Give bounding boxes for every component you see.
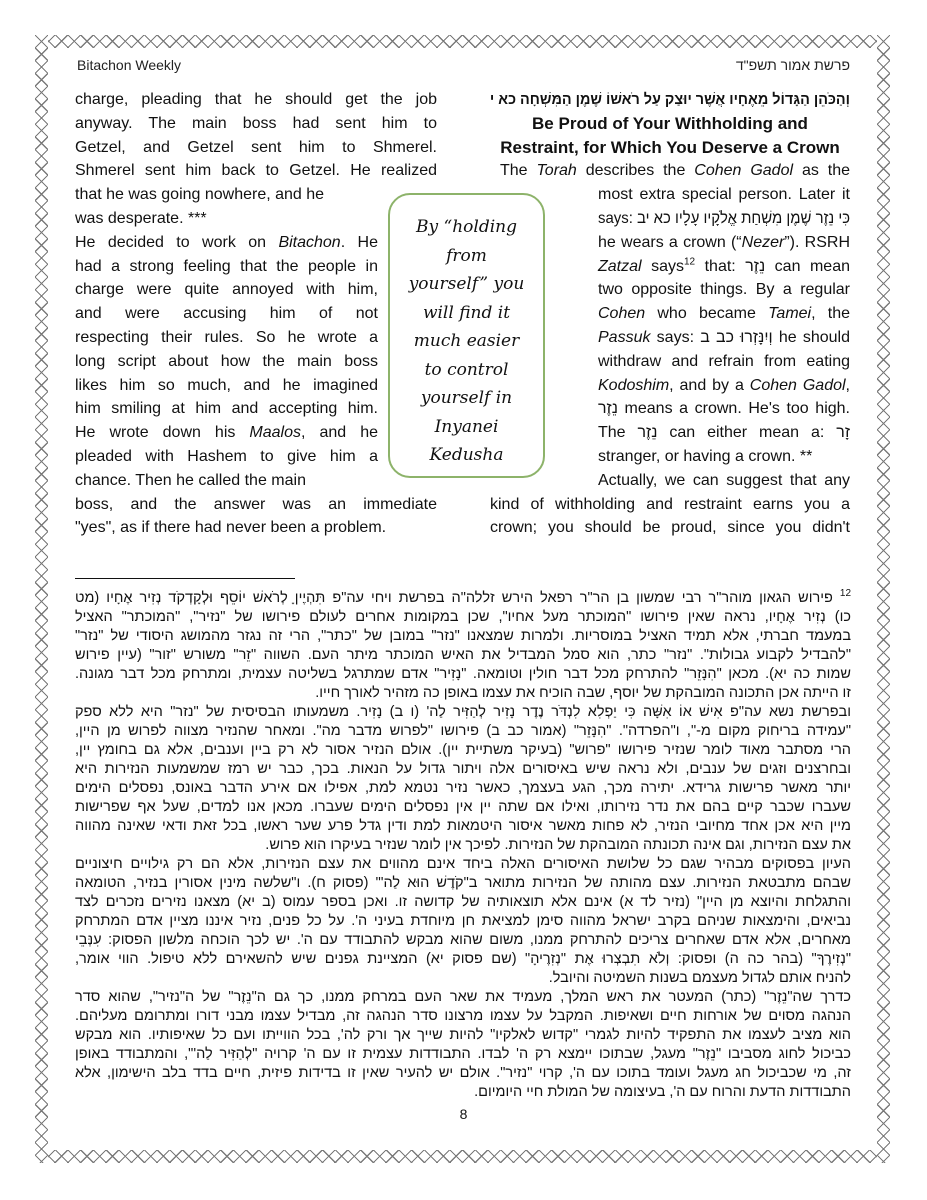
text-line xyxy=(598,302,850,326)
footnote-text: במעמד חברתי, אלא תמיד האציל במוסריות. ולמרות שמצאנו "נזר" במובן של "כתר", הרי זה נגזר מהמושג היסודי של "נזר" xyxy=(75,628,851,644)
footnote-text: שעברו שכבר קיים בהם את נדר נזירותו, ואילו אם שתה יין אין נפסלים הימים שעברו. מכאן אנו למדים, שעל אף שפרישות xyxy=(75,799,851,815)
text-segment: withdraw and refrain from eating xyxy=(598,352,850,370)
text-line xyxy=(490,516,850,540)
pull-quote-line: much easier xyxy=(413,331,520,351)
text-segment: long script about how the main boss xyxy=(75,352,378,370)
text-segment: The xyxy=(598,424,638,442)
text-segment: , and by a xyxy=(669,376,750,394)
text-segment: was desperate. *** xyxy=(75,209,207,227)
footnote-line xyxy=(75,1007,851,1026)
text-line xyxy=(598,445,850,469)
footnote-line xyxy=(75,969,851,988)
text-segment: him smiling at him and accepting him. xyxy=(75,400,378,418)
text-segment: כִּי נֵזֶר שֶׁמֶן מִשְׁחַת אֱלֹקָיו עָלָיו כא יב xyxy=(637,209,851,227)
text-segment: He wrote down his xyxy=(75,424,250,442)
text-line xyxy=(598,350,850,374)
text-segment: as the xyxy=(793,162,851,180)
text-segment: נֵזֶר xyxy=(598,400,618,418)
footnote-text: נביאים, והימצאות שניהם בקרב ישראל מהווה סימן למציאת חן מיוחדת בעיני ה'. על כל פנים, נזיר איננו מציין אדם המתרחק xyxy=(75,913,851,929)
text-segment: that: xyxy=(695,257,746,275)
footnote-text: שמות כה יא). מכאן "הִנָּזֵר" להתרחק מכל דבר חולין וטומאה. "נָזִיר" אדם שמתרגל בשליטה עצמית, ומתרחק מכל דבר מגונה. xyxy=(75,666,851,682)
footnote-line xyxy=(75,646,851,665)
page-border-top xyxy=(35,35,890,48)
footnote-text: הנהגה מסוים של אורחות חיים ושאיפות. המקבל על עצמו מרצונו סדר הנהגה זה, מבדיל עצמו מבני דורו ומתרומם מעליהם. xyxy=(75,1008,851,1024)
text-line xyxy=(75,469,378,493)
footnote-line xyxy=(75,950,851,969)
footnote-text: פירוש הגאון מוהר"ר רבי שמשון בן הר"ר רפאל הירש זללה"ה בפרשת ויחי עה"פ תִּהְיֶיןָ לְרֹאשׁ יוֹסֵף וּלְקָדְקֹד נְזִיר אֶחָיו (מט xyxy=(75,590,833,606)
pull-quote-line: Inyanei xyxy=(434,416,499,437)
footnote-text: "עמידה בריחוק מקום מ-", ו"הפרדה". "הִנָּזֵר" (אמור כב ב) פירושו "לפרוש מדבר מה". ומאחר שהנזיר מצווה לפרוש מן היין, xyxy=(75,723,851,739)
text-line xyxy=(75,278,378,302)
text-segment: he should xyxy=(772,328,851,346)
text-segment: Passuk xyxy=(598,328,651,346)
text-line xyxy=(598,469,850,493)
footnote-number: 12 xyxy=(839,588,852,600)
text-segment: Cohen xyxy=(598,305,646,323)
text-line xyxy=(598,183,850,207)
text-line xyxy=(598,374,850,398)
pull-quote-line: yourself in xyxy=(420,388,513,408)
text-segment: likes him so much, and he imagined xyxy=(75,376,378,394)
text-line xyxy=(75,421,378,445)
footnote-line xyxy=(75,931,851,950)
text-segment: two opposite things. By a regular xyxy=(598,281,850,299)
footnote-ref[interactable]: 12 xyxy=(683,256,696,268)
text-segment: says: xyxy=(598,209,638,227)
footnote-line xyxy=(75,608,851,627)
footnote-text: מאחרים, אלא אדם שאחרים צריכים להתרחק ממנו, משום שהוא מבקש להתבודד עם ה'. יש לכך הוכחה מלשון הפסוק: עִנְּבֵי xyxy=(75,932,851,948)
footnote-line xyxy=(75,817,851,836)
text-segment: Getzel, and Getzel sent him to Shmerel. xyxy=(75,138,437,156)
text-segment: kind of withholding and restraint earns you a xyxy=(490,495,850,513)
text-line xyxy=(490,159,850,183)
text-line xyxy=(490,493,850,517)
text-segment: זָר xyxy=(836,424,850,442)
footnote-text: והתגלחת והיוצא מן היין" (נזיר לד א) אינם אלא תוצאותיה של קדושה זו. ואכן בספר עמוס (ב יא) מצאנו נזירים נזכרים לצד xyxy=(75,894,851,910)
footnote-text: כדרך שה"נֵזֶר" (כתר) המעטר את ראש המלך, מעמיד את שאר העם במרחק ממנו, כך גם ה"נֵזֶר" של ה"נזיר", שהוא סדר xyxy=(75,989,851,1005)
pull-quote-line: Kedusha xyxy=(429,445,504,465)
left-column xyxy=(75,88,437,540)
text-segment: boss, and the answer was an immediate xyxy=(75,495,437,513)
text-segment: pleaded with Hashem to give him a xyxy=(75,447,378,465)
text-line xyxy=(598,326,850,350)
footnote-line xyxy=(75,665,851,684)
footnote-text: להניח אותם לגדול מעצמם בשנות השמיטה והיובל. xyxy=(548,970,851,986)
pull-quote-line: from xyxy=(446,245,487,266)
footnote-line xyxy=(75,874,851,893)
text-segment: Restraint, for Which You Deserve a Crown xyxy=(500,137,840,157)
article-title-line xyxy=(490,136,850,160)
page-border-right xyxy=(877,35,890,1163)
text-segment: who became xyxy=(645,305,769,323)
text-segment: Torah xyxy=(536,162,577,180)
footnote-line xyxy=(75,1045,851,1064)
text-line xyxy=(75,112,437,136)
footnote-line xyxy=(75,798,851,817)
text-line xyxy=(75,231,378,255)
footnote-text: שבהם מתבטאת הנזירות. עצם מהותה של הנזירות מתואר ב"קֹדֶשׁ הוּא לַה'" (פסוק ח). ו"שלשה מינין אסורין בנזיר, הטומאה xyxy=(75,875,851,891)
text-segment: and were accusing him of not xyxy=(75,305,378,323)
footnote-text: כביכול לחוג מסביבו "נֵזֶר" מעגל, שבתוכו יימצא רק ה' לבדו. התבודדות עצמית זו עם ה' קרויה "לְהַזִּיר לַה'", והמתבודד באופן xyxy=(75,1046,851,1062)
text-line xyxy=(598,421,850,445)
page-border-bottom xyxy=(35,1150,890,1163)
text-segment: most extra special person. Later it xyxy=(598,186,850,204)
footnote-text: יותר מאשר פרישות גרידא. יתירה מכך, הגע בעצמך, כאשר נזיר נטמא למת, אפילו אם אירע הדבר באונס, נפסלים הימים xyxy=(75,780,851,796)
text-line xyxy=(598,207,850,231)
footnote-line xyxy=(75,1064,851,1083)
text-segment: says xyxy=(641,257,684,275)
text-segment: Actually, we can suggest that any xyxy=(598,471,850,489)
text-segment: , xyxy=(845,376,850,394)
text-line xyxy=(75,493,437,517)
text-line xyxy=(75,136,437,160)
text-segment: Tamei xyxy=(768,305,812,323)
footnote-text: "נְזִירֶךָ" (בהר כה ה) ופסוק: וְלֹא תִבְצְרוּ אֶת "נְזִרֶיהָ" (שם פסוק יא) המציינת גפנים שיש להשאירם ללא טיפול. הווי אומר, xyxy=(75,951,851,967)
footnote-line xyxy=(75,988,851,1007)
text-segment: Kodoshim xyxy=(598,376,670,394)
page-number: 8 xyxy=(459,1106,468,1122)
footnote-line xyxy=(75,722,851,741)
footnote-line xyxy=(75,627,851,646)
footnote-separator xyxy=(75,578,295,579)
page-border-left xyxy=(35,35,48,1163)
text-line xyxy=(75,88,437,112)
footnote-text: הוא מציב לעצמו את התפקיד להיות לגמרי "קדוש לאלקיו" להיות שייך אך ורק לה', בכל הווייתו ועם כל שאיפותיו. הוא מבקש xyxy=(75,1027,851,1043)
text-line xyxy=(75,445,378,469)
text-segment: Nezer xyxy=(741,233,785,251)
text-line xyxy=(75,350,378,374)
text-line xyxy=(598,397,850,421)
text-segment: had a strong feeling that the people in xyxy=(75,257,378,275)
verse-heading xyxy=(490,88,850,112)
footnote-text: מיין היא אכן אחד מחיובי הנזיר, לא פחות מאשר איסור היטמאות למת ודין גדל פרע שער ראשו, בכל זאת ודאי שאינה מהווה xyxy=(75,818,851,834)
footnote-text: זו הייתה אכן התכונה המובהקת של יוסף, שבה הוכיח את עצמו באופן כה מזהיר לאורך חייו. xyxy=(315,685,851,701)
footnote-text: ובחרצנים וזגים של ענבים, ולא נראה שיש באיסורים אלה ויתור גדול על הנאות. בכך, כבר יש רמז שמשמעות הנזירות היא xyxy=(75,761,851,777)
text-segment: he wears a crown (“ xyxy=(598,233,742,251)
text-line xyxy=(75,302,378,326)
text-segment: "yes", as if there had never been a problem. xyxy=(75,519,387,537)
text-segment: that he was going nowhere, and he xyxy=(75,186,325,204)
footnote-line xyxy=(75,684,851,703)
text-segment: וְיִנָּזְרוּ כב ב xyxy=(700,328,773,346)
text-segment: Be Proud of Your Withholding and xyxy=(532,113,808,133)
text-segment: Bitachon xyxy=(278,233,341,251)
text-line xyxy=(75,255,378,279)
text-segment: , and he xyxy=(301,424,379,442)
text-line xyxy=(75,516,437,540)
text-segment: וְהַכֹּהֵן הַגָּדוֹל מֵאֶחָיו אֲשֶׁר יוּצַק עַל רֹאשׁוֹ שֶׁמֶן הַמִּשְׁחָה כא י xyxy=(489,91,850,108)
footnote xyxy=(75,589,851,1102)
pull-quote-line: will find it xyxy=(422,302,511,323)
text-segment: Cohen Gadol xyxy=(749,376,846,394)
footnote-line xyxy=(75,741,851,760)
footnote-line xyxy=(75,703,851,722)
text-segment: chance. Then he called the main xyxy=(75,471,306,489)
footnote-line xyxy=(75,1083,851,1102)
text-segment: Cohen Gadol xyxy=(694,162,794,180)
footnote-line xyxy=(75,779,851,798)
footnote-text: העיון בפסוקים מבהיר שגם כל שלושת האיסורים האלה ביחד אינם מהווים את עצם הנזירות, אלא הם רק גילויים חיצוניים xyxy=(75,856,851,872)
footnote-line xyxy=(75,589,851,608)
text-segment: נֵזֶר xyxy=(745,257,766,275)
text-line xyxy=(598,278,850,302)
footnote-text: כו) נְזִיר אֶחָיו, נראה שאין פירושו "המוכתר מעל אחיו", שכן במקומות אחרים לעולם פירושו של "נזיר", "המוכתר" האציל xyxy=(75,609,851,625)
text-line xyxy=(75,183,378,207)
text-segment: . He xyxy=(340,233,379,251)
text-segment: can either mean a: xyxy=(657,424,837,442)
text-line xyxy=(598,231,850,255)
text-segment: crown; you should be proud, since you didn't xyxy=(490,519,850,537)
text-segment: says: xyxy=(650,328,701,346)
publication-title: Bitachon Weekly xyxy=(77,57,182,73)
text-segment: stranger, or having a crown. ** xyxy=(598,447,813,465)
text-segment: Shmerel sent him back to Getzel. He realized xyxy=(75,162,437,180)
text-line xyxy=(75,374,378,398)
pull-quote-box xyxy=(388,193,545,478)
pull-quote-line: By “holding xyxy=(416,217,517,237)
text-line xyxy=(75,207,378,231)
footnote-line xyxy=(75,893,851,912)
footnote-text: את עצם הנזירות, וגם אינה תכונתה המובהקת של הנזירות. לפיכך אין לומר שנזיר בעיקרו הוא פרוש. xyxy=(265,837,851,853)
text-line xyxy=(598,255,850,279)
text-segment: The xyxy=(500,162,537,180)
parsha-title: פרשת אמור תשפ"ד xyxy=(735,57,850,73)
pull-quote-line: to control xyxy=(424,359,509,380)
footnote-line xyxy=(75,912,851,931)
article-title-line xyxy=(490,112,850,136)
text-segment: charge were quite annoyed with him, xyxy=(75,281,378,299)
footnote-text: הרי מסתבר מאוד לומר שנזיר פירושו "פרוש" (בעיקר משתיית יין). אולם הנזיר אסור לא רק ביין וענבים, אלא גם בחומץ יין, xyxy=(75,742,851,758)
text-segment: anyway. The main boss had sent him to xyxy=(75,114,437,132)
text-segment: means a crown. He's too high. xyxy=(617,400,850,418)
text-line xyxy=(75,326,378,350)
text-segment: He decided to work on xyxy=(75,233,279,251)
text-segment: describes the xyxy=(576,162,695,180)
text-line xyxy=(75,397,378,421)
pull-quote-line: yourself” you xyxy=(408,274,525,294)
footnote-line xyxy=(75,836,851,855)
footnote-line xyxy=(75,855,851,874)
text-segment: , the xyxy=(811,305,851,323)
text-segment: respecting their rules. So he wrote a xyxy=(75,328,378,346)
footnote-text: זה, מי שכביכול חג מעגל ועומד בתוכו עם ה', קרוי "נזיר". אולם יש להעיר שאין זו בדידות פיזית, חיים בדד בלב הישימון, אלא xyxy=(75,1065,851,1081)
text-segment: Zatzal xyxy=(598,257,642,275)
text-segment: can mean xyxy=(765,257,850,275)
text-segment: נֵזֶר xyxy=(637,424,658,442)
text-segment: ”). RSRH xyxy=(784,233,850,251)
text-line xyxy=(75,159,437,183)
footnote-text: ובפרשת נשא עה"פ אִישׁ אוֹ אִשָּׁה כִּי יַפְלִא לִנְדֹּר נֶדֶר נָזִיר לְהַזִּיר לַה' (ו ב) נָזִיר. משמעותו הבסיסית של "נזר" היא ללא ספק xyxy=(75,704,851,720)
footnote-line xyxy=(75,760,851,779)
text-segment: Maalos xyxy=(249,424,301,442)
footnote-line xyxy=(75,1026,851,1045)
footnote-text: "להבדיל לקבוע גבולות". "נזר" כתר, הוא סמל המבדיל את האיש המוכתר מיתר העם. השווה "זֵר" משורש "זור" (עיין פירוש xyxy=(75,647,851,663)
footnote-text: התבודדות הדעת והרוח עם ה', בעיצומה של המולת חיי היומיום. xyxy=(474,1084,851,1100)
text-segment: charge, pleading that he should get the job xyxy=(75,91,437,108)
